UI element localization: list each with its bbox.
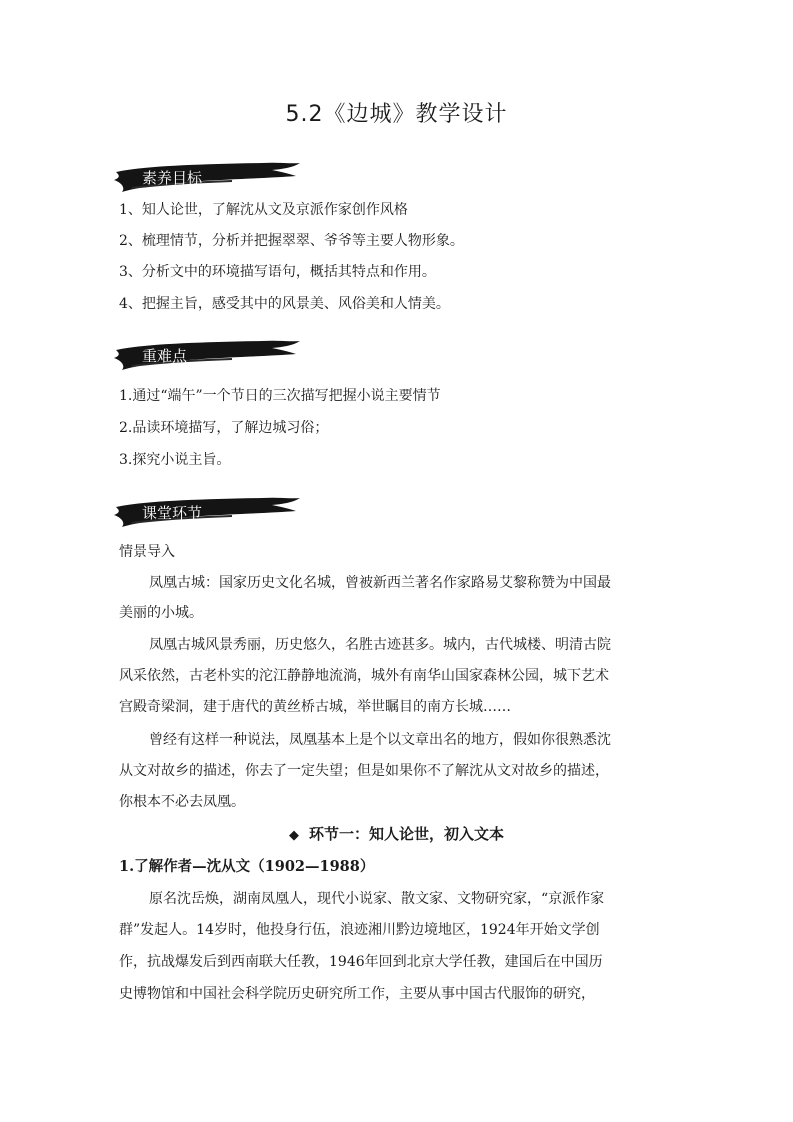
- section-banner-key-points: [112, 340, 302, 372]
- section-label: 重难点: [142, 347, 188, 365]
- paragraph-line: 美丽的小城。: [119, 605, 203, 621]
- sub-heading: 1.了解作者—沈从文（1902—1988）: [119, 858, 375, 875]
- paragraph-line: 史博物馆和中国社会科学院历史研究所工作，主要从事中国古代服饰的研究，: [119, 986, 595, 1002]
- part-heading: [0, 823, 793, 847]
- key-point-item: 1.通过“端午”一个节日的三次描写把握小说主要情节: [119, 388, 441, 404]
- paragraph-line: 凤凰古城：国家历史文化名城，曾被新西兰著名作家路易艾黎称赞为中国最: [149, 575, 611, 591]
- goal-item: 2、梳理情节，分析并把握翠翠、爷爷等主要人物形象。: [119, 233, 464, 249]
- paragraph-line: 凤凰古城风景秀丽，历史悠久，名胜古迹甚多。城内，古代城楼、明清古院: [149, 637, 611, 653]
- diamond-bullet-icon: ◆: [288, 828, 299, 843]
- intro-title: 情景导入: [119, 544, 175, 560]
- section-banner-classroom: [112, 497, 302, 529]
- paragraph-line: 作，抗战爆发后到西南联大任教，1946年回到北京大学任教，建国后在中国历: [119, 954, 603, 970]
- goal-item: 1、知人论世，了解沈从文及京派作家创作风格: [119, 202, 408, 218]
- page-title: 5.2《边城》教学设计: [285, 102, 508, 127]
- key-point-item: 3.探究小说主旨。: [119, 452, 231, 468]
- section-banner-goals: [112, 162, 302, 194]
- part-heading-text: 环节一：知人论世，初入文本: [308, 825, 504, 843]
- brush-stroke-icon: [112, 340, 302, 372]
- paragraph-line: 你根本不必去凤凰。: [119, 794, 245, 810]
- key-point-item: 2.品读环境描写，了解边城习俗；: [119, 420, 329, 436]
- section-label: 课堂环节: [142, 504, 203, 522]
- brush-stroke-icon: [112, 497, 302, 529]
- paragraph-line: 群”发起人。14岁时，他投身行伍，浪迹湘川黔边境地区，1924年开始文学创: [119, 922, 600, 938]
- paragraph-line: 风采依然，古老朴实的沱江静静地流淌，城外有南华山国家森林公园，城下艺术: [119, 668, 609, 684]
- goal-item: 3、分析文中的环境描写语句，概括其特点和作用。: [119, 264, 436, 280]
- paragraph-line: 曾经有这样一种说法，凤凰基本上是个以文章出名的地方，假如你很熟悉沈: [149, 732, 611, 748]
- paragraph-line: 从文对故乡的描述，你去了一定失望；但是如果你不了解沈从文对故乡的描述，: [119, 763, 609, 779]
- paragraph-line: 原名沈岳焕，湖南凤凰人，现代小说家、散文家、文物研究家，“京派作家: [149, 891, 605, 907]
- goal-item: 4、把握主旨，感受其中的风景美、风俗美和人情美。: [119, 296, 450, 312]
- brush-stroke-icon: [112, 162, 302, 194]
- section-label: 素养目标: [142, 169, 203, 187]
- paragraph-line: 宫殿奇梁洞，建于唐代的黄丝桥古城，举世瞩目的南方长城……: [119, 699, 511, 715]
